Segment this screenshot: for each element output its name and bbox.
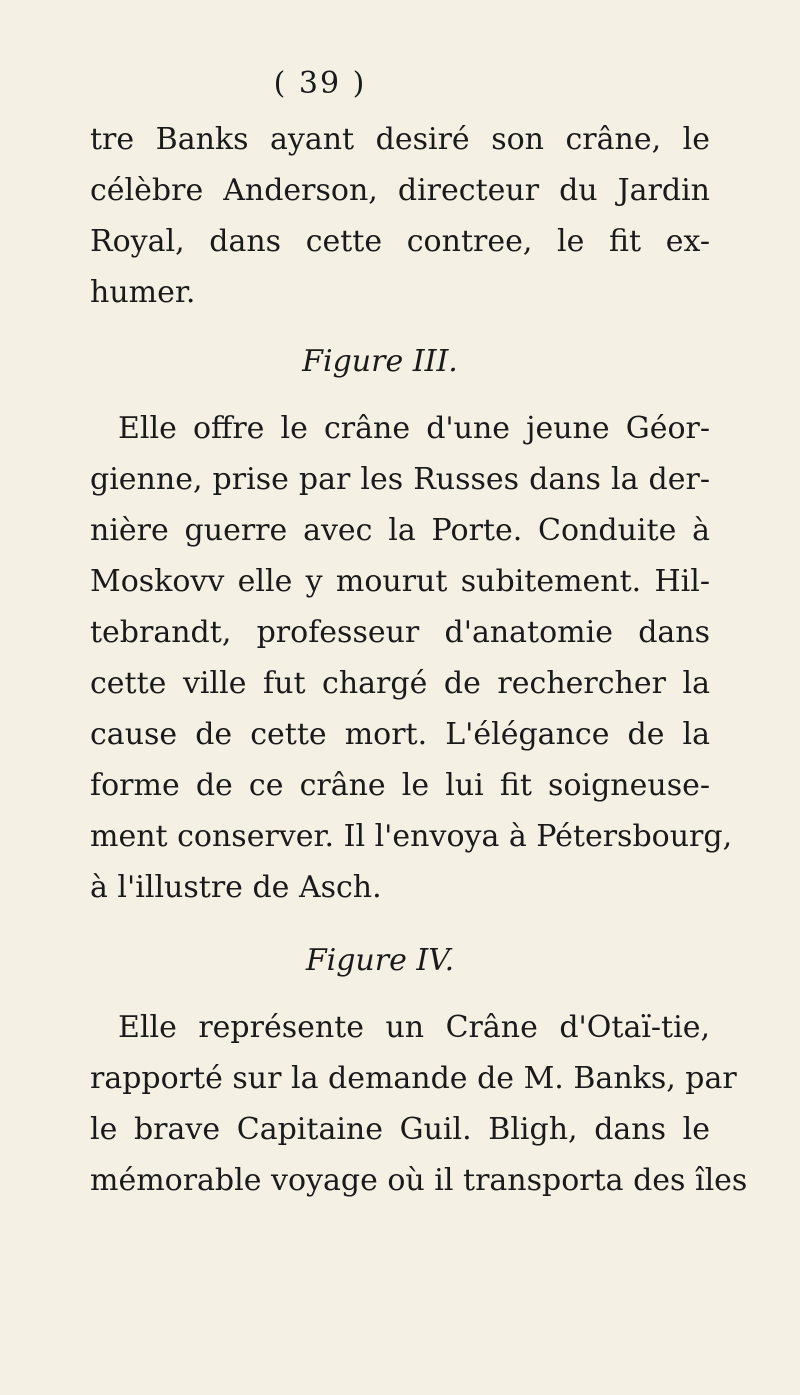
text-line: tre Banks ayant desiré son crâne, le	[90, 122, 710, 157]
text-line: cette ville fut chargé de rechercher la	[90, 666, 710, 701]
text-line: humer.	[90, 275, 196, 310]
section-heading-figure-3: Figure III.	[302, 344, 458, 379]
body-text	[90, 114, 748, 1206]
text-line: nière guerre avec la Porte. Conduite à	[90, 513, 710, 548]
text-line: Elle représente un Crâne d'Otaï-tie,	[118, 1010, 710, 1045]
page-number: ( 39 )	[273, 66, 367, 101]
section-heading-figure-4: Figure IV.	[305, 943, 455, 978]
text-line: ment conserver. Il l'envoya à Pétersbourg,	[90, 819, 733, 854]
text-line: forme de ce crâne le lui fit soigneuse-	[90, 768, 710, 803]
text-line: rapporté sur la demande de M. Banks, par	[90, 1061, 737, 1096]
text-line: célèbre Anderson, directeur du Jardin	[90, 173, 710, 208]
text-line: mémorable voyage où il transporta des îles	[90, 1163, 748, 1198]
text-line: Elle offre le crâne d'une jeune Géor-	[118, 411, 710, 446]
text-line: gienne, prise par les Russes dans la der-	[90, 462, 710, 497]
text-line: tebrandt, professeur d'anatomie dans	[90, 615, 710, 650]
text-line: le brave Capitaine Guil. Bligh, dans le	[90, 1112, 710, 1147]
text-line: Moskovv elle y mourut subitement. Hil-	[90, 564, 710, 599]
text-line: cause de cette mort. L'élégance de la	[90, 717, 710, 752]
text-line: Royal, dans cette contree, le fit ex-	[90, 224, 710, 259]
text-line: à l'illustre de Asch.	[90, 870, 382, 905]
